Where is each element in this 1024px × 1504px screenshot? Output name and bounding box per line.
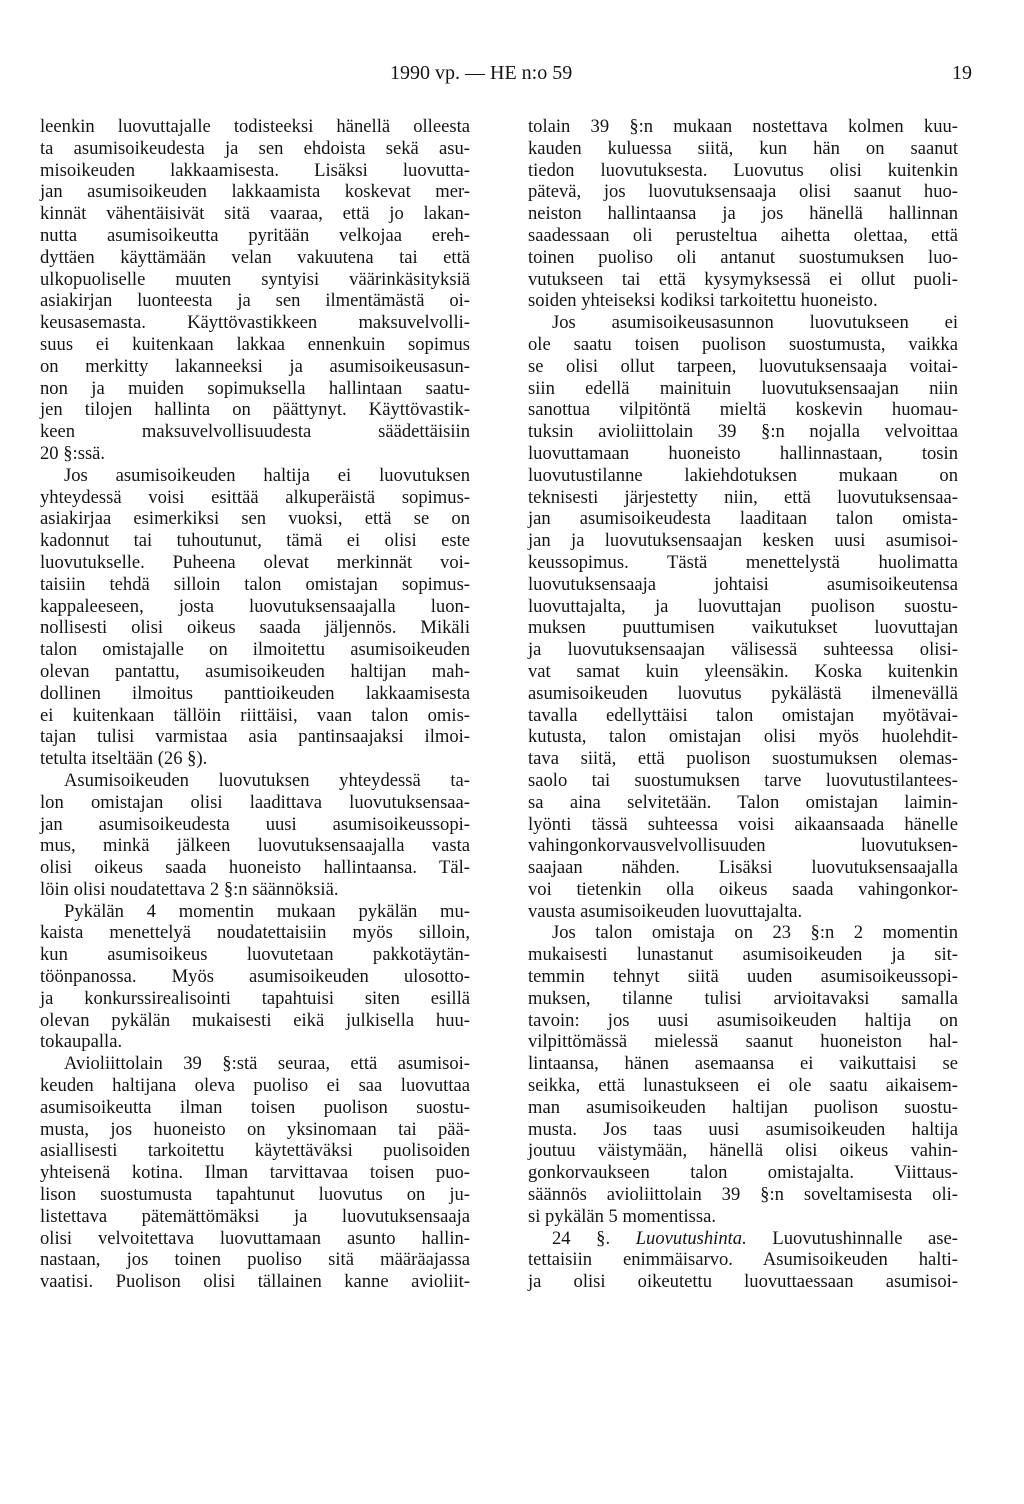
text-line: Pykälän 4 momentin mukaan pykälän mu- [64,900,470,922]
text-line: olevan pykälän mukaisesti eikä julkisella huu- [40,1009,470,1031]
right-text-column [528,116,958,1293]
text-line: tolain 39 §:n mukaan nostettava kolmen kuu- [528,116,958,137]
text-line: saolo tai suostumuksen tarve luovutustilantees- [528,769,958,791]
text-line: dollinen ilmoitus panttioikeuden lakkaamisesta [40,682,470,704]
text-line: Jos asumisoikeusasunnon luovutukseen ei [552,312,958,334]
left-text-column [40,116,470,1293]
text-line: neiston hallintaansa ja jos hänellä hallinnan [528,203,958,225]
running-header: 1990 vp. — HE n:o 59 [390,62,573,84]
text-line: nollisesti olisi oikeus saada jäljennös. Mikäli [40,617,470,639]
text-line: töönpanossa. Myös asumisoikeuden ulosotto- [40,966,470,988]
text-line: musta, jos huoneisto on yksinomaan tai pää- [40,1118,470,1140]
text-line: lintaansa, hänen asemaansa ei vaikuttaisi se [528,1053,958,1075]
text-line: vahingonkorvausvelvollisuuden luovutuksen- [528,835,958,857]
text-line: asumisoikeutta ilman toisen puolison suostu- [40,1096,470,1118]
text-line: jen tilojen hallinta on päättynyt. Käyttövastik- [40,399,470,421]
text-line: vaatisi. Puolison olisi tällainen kanne avioliit- [40,1271,470,1293]
section-number: 24 §. [552,1227,611,1249]
text-line: Jos asumisoikeuden haltija ei luovutuksen [64,464,470,486]
text-line: dyttäen käyttämään velan vakuutena tai että [40,246,470,268]
text-line: ei kuitenkaan tällöin riittäisi, vaan talon omis- [40,704,470,726]
text-line: vutukseen tai että kysymyksessä ei ollut puoli- [528,268,958,290]
text-line: lison suostumusta tapahtunut luovutus on ju- [40,1184,470,1206]
page-number: 19 [952,62,972,84]
text-line: gonkorvaukseen talon omistajalta. Viittaus- [528,1162,958,1184]
text-line: talon omistajalle on ilmoitettu asumisoikeuden [40,639,470,661]
text-line: keussopimus. Tästä menettelystä huolimatta [528,551,958,573]
text-line: jan asumisoikeudesta uusi asumisoikeussopi- [40,813,470,835]
text-line: Asumisoikeuden luovutuksen yhteydessä ta- [64,769,470,791]
text-line: sa aina selvitetään. Talon omistajan laimin- [528,791,958,813]
text-line: asiallisesti tarkoitettu käytettäväksi puolisoiden [40,1140,470,1162]
text-line: nutta asumisoikeutta pyritään velkojaa ereh- [40,224,470,246]
text-line: ta asumisoikeudesta ja sen ehdoista sekä asu- [40,137,470,159]
text-line: kauden kuluessa siitä, kun hän on saanut [528,137,958,159]
text-line: tajan tulisi varmistaa asia pantinsaajaksi ilmoi- [40,726,470,748]
text-line: kinnät vähentäisivät sitä vaaraa, että jo lakan- [40,203,470,225]
text-line: seikka, että lunastukseen ei ole saatu aikaisem- [528,1075,958,1097]
text-line: mukaisesti lunastanut asumisoikeuden ja sit- [528,944,958,966]
text-line: ulkopuoliselle muuten syntyisi väärinkäsityksiä [40,268,470,290]
text-line: non ja muiden sopimuksella hallintaan saatu- [40,377,470,399]
text-line: Jos talon omistaja on 23 §:n 2 momentin [552,922,958,944]
text-line: tiedon luovutuksesta. Luovutus olisi kuitenkin [528,159,958,181]
text-line: Avioliittolain 39 §:stä seuraa, että asumisoi- [64,1053,470,1075]
text-line: kutusta, talon omistajan olisi myös huolehdit- [528,726,958,748]
text-line: tuksin avioliittolain 39 §:n nojalla velvoittaa [528,421,958,443]
text-line: vausta asumisoikeuden luovuttajalta. [528,900,803,922]
text-line: tetulta itseltään (26 §). [40,748,208,770]
text-line: muksen, tilanne tulisi arvioitavaksi samalla [528,987,958,1009]
text-line: nastaan, jos toinen puoliso sitä määräajassa [40,1249,470,1271]
text-line: tokaupalla. [40,1031,123,1053]
text-line: asiakirjaa esimerkiksi sen vuoksi, että se on [40,508,470,530]
text-line: olevan pantattu, asumisoikeuden haltijan mah- [40,660,470,682]
text-line: luovuttajalta, ja luovuttajan puolison suostu- [528,595,958,617]
text-line: tava siitä, että puolison suostumuksen olemas- [528,748,958,770]
text-line: olisi oikeus saada huoneisto hallintaansa. Täl- [40,857,470,879]
text-line: keuden haltijana oleva puoliso ei saa luovuttaa [40,1075,470,1097]
text-line: luovutukselle. Puheena olevat merkinnät voi- [40,551,470,573]
text-line: si pykälän 5 momentissa. [528,1205,716,1227]
text-line: ja olisi oikeutettu luovuttaessaan asumisoi- [528,1271,958,1293]
text-line: siin edellä mainituin luovutuksensaajan niin [528,377,958,399]
text-line: luovuttamaan huoneisto hallinnastaan, tosin [528,442,958,464]
section-heading: Luovutushinta. [635,1227,747,1249]
text-line: saajaan nähden. Lisäksi luovutuksensaajalla [528,857,958,879]
text-line: pätevä, jos luovutuksensaaja olisi saanut huo- [528,181,958,203]
text-line: kun asumisoikeus luovutetaan pakkotäytän- [40,944,470,966]
text-line: man asumisoikeuden haltijan puolison suostu- [528,1096,958,1118]
text-line: listettava pätemättömäksi ja luovutuksensaaja [40,1205,470,1227]
text-line: yhteisenä kotina. Ilman tarvittavaa toisen puo- [40,1162,470,1184]
text-line: jan asumisoikeuden lakkaamista koskevat mer- [40,181,470,203]
text-line: asumisoikeuden luovutus pykälästä ilmenevällä [528,682,958,704]
text-line: kadonnut tai tuhoutunut, tämä ei olisi este [40,530,470,552]
text-line: muksen puuttumisen vaikutukset luovuttajan [528,617,958,639]
text-line: taisiin tehdä silloin talon omistajan sopimus- [40,573,470,595]
page-header [0,62,1024,92]
text-line: asiakirjan luonteesta ja sen ilmentämästä oi- [40,290,470,312]
text-line: kaista menettelyä noudatettaisiin myös silloin, [40,922,470,944]
text-line: musta. Jos taas uusi asumisoikeuden haltija [528,1118,958,1140]
text-line: keusasemasta. Käyttövastikkeen maksuvelvolli- [40,312,470,334]
text-line: jan asumisoikeudesta laaditaan talon omista- [528,508,958,530]
text-line: jan ja luovutuksensaajan kesken uusi asumisoi- [528,530,958,552]
text-line: tavalla edellyttäisi talon omistajan myötävai- [528,704,958,726]
text-line: kappaleeseen, josta luovutuksensaajalla luon- [40,595,470,617]
text-line [528,1228,958,1250]
text-line: lon omistajan olisi laadittava luovutuksensaa- [40,791,470,813]
text-line: teknisesti järjestetty niin, että luovutuksensaa- [528,486,958,508]
text-line: ja luovutuksensaajan välisessä suhteessa olisi- [528,639,958,661]
text-line: yhteydessä voisi esittää alkuperäistä sopimus- [40,486,470,508]
text-line: mus, minkä jälkeen luovutuksensaajalla vasta [40,835,470,857]
text-line: löin olisi noudatettava 2 §:n säännöksiä. [40,878,339,900]
text-line: joutuu väistymään, hänellä olisi oikeus vahin- [528,1140,958,1162]
text-line: se olisi ollut tarpeen, luovutuksensaaja voitai- [528,355,958,377]
text-line: ole saatu toisen puolison suostumusta, vaikka [528,333,958,355]
text-line: on merkitty lakanneeksi ja asumisoikeusasun- [40,355,470,377]
text-line: luovutustilanne lakiehdotuksen mukaan on [528,464,958,486]
text-line: toinen puoliso oli antanut suostumuksen luo- [528,246,958,268]
text-line: leenkin luovuttajalle todisteeksi hänellä olleesta [40,116,470,137]
text-line: suus ei kuitenkaan lakkaa ennenkuin sopimus [40,333,470,355]
text-span: Luovutushinnalle ase- [772,1227,958,1249]
text-line: vilpittömässä mielessä saanut huoneiston hal- [528,1031,958,1053]
text-line: 20 §:ssä. [40,442,106,464]
text-line: tettaisiin enimmäisarvo. Asumisoikeuden halti- [528,1249,958,1271]
text-line: soiden yhteiseksi kodiksi tarkoitettu huoneisto. [528,290,878,312]
text-line: voi tietenkin olla oikeus saada vahingonkor- [528,878,958,900]
text-line: keen maksuvelvollisuudesta säädettäisiin [40,421,470,443]
text-line: saadessaan oli perusteltua aihetta olettaa, että [528,224,958,246]
text-line: lyönti tässä suhteessa voisi aikaansaada hänelle [528,813,958,835]
text-line: tavoin: jos uusi asumisoikeuden haltija on [528,1009,958,1031]
text-line: luovutuksensaaja johtaisi asumisoikeutensa [528,573,958,595]
text-line: vat samat kuin yleensäkin. Koska kuitenkin [528,660,958,682]
text-line: ja konkurssirealisointi tapahtuisi siten esillä [40,987,470,1009]
text-line: sanottua vilpitöntä mieltä koskevin huomau- [528,399,958,421]
text-line: olisi velvoitettava luovuttamaan asunto hallin- [40,1227,470,1249]
text-line: säännös avioliittolain 39 §:n soveltamisesta oli- [528,1184,958,1206]
text-line: misoikeuden lakkaamisesta. Lisäksi luovutta- [40,159,470,181]
text-line: temmin tehnyt siitä uuden asumisoikeussopi- [528,966,958,988]
